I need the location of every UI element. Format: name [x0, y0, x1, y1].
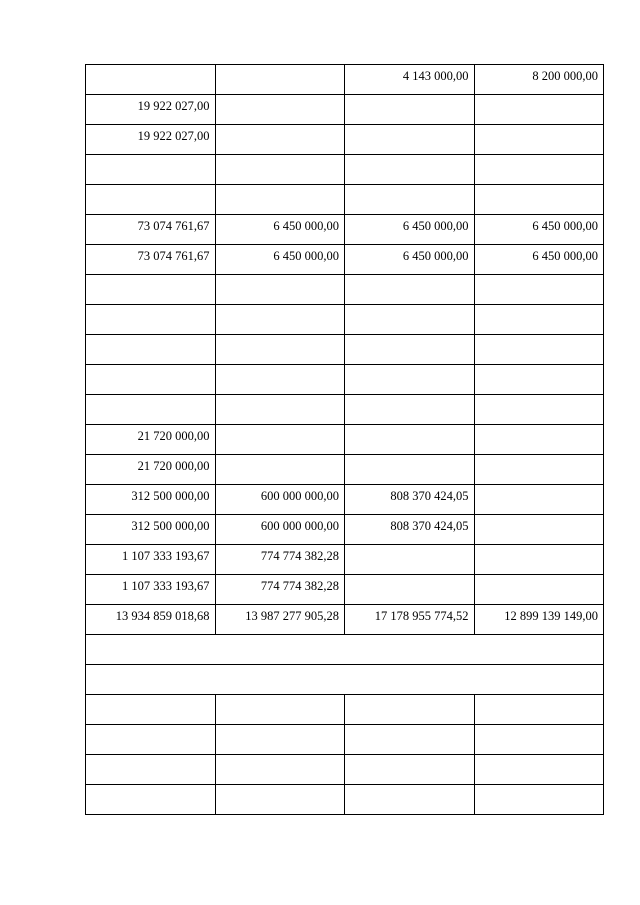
table-cell [215, 695, 345, 725]
table-cell-merged [86, 635, 604, 665]
table-row [86, 515, 604, 545]
table-cell: 13 987 277 905,28 [215, 605, 345, 635]
table-row [86, 185, 604, 215]
table-cell [215, 125, 345, 155]
table-cell [345, 755, 475, 785]
table-cell [215, 395, 345, 425]
table-row [86, 665, 604, 695]
table-row [86, 695, 604, 725]
table-cell: 600 000 000,00 [215, 485, 345, 515]
table-cell [215, 275, 345, 305]
table-cell [215, 425, 345, 455]
table-cell [474, 185, 604, 215]
table-cell: 17 178 955 774,52 [345, 605, 475, 635]
table-cell [215, 95, 345, 125]
table-row [86, 95, 604, 125]
table-row [86, 335, 604, 365]
table-row [86, 545, 604, 575]
table-cell [215, 185, 345, 215]
table-cell [345, 305, 475, 335]
table-cell [215, 155, 345, 185]
table-cell: 312 500 000,00 [86, 485, 216, 515]
table-cell [474, 275, 604, 305]
table-cell [215, 725, 345, 755]
table-cell: 21 720 000,00 [86, 455, 216, 485]
table-cell [474, 155, 604, 185]
table-cell [474, 575, 604, 605]
table-cell [474, 455, 604, 485]
table-cell [215, 305, 345, 335]
table-cell: 19 922 027,00 [86, 95, 216, 125]
table-cell: 73 074 761,67 [86, 245, 216, 275]
table-cell: 12 899 139 149,00 [474, 605, 604, 635]
table-cell [86, 365, 216, 395]
table-row [86, 575, 604, 605]
table-row [86, 155, 604, 185]
table-cell: 1 107 333 193,67 [86, 575, 216, 605]
table-cell [474, 695, 604, 725]
table-cell: 808 370 424,05 [345, 485, 475, 515]
table-cell [474, 485, 604, 515]
table-cell [86, 185, 216, 215]
table-cell [474, 365, 604, 395]
table-cell [86, 275, 216, 305]
table-cell [345, 275, 475, 305]
table-cell [86, 725, 216, 755]
table-row [86, 725, 604, 755]
table-cell [345, 365, 475, 395]
table-cell [215, 365, 345, 395]
table-cell-merged [86, 665, 604, 695]
table-cell [474, 785, 604, 815]
table-cell: 13 934 859 018,68 [86, 605, 216, 635]
table-row [86, 455, 604, 485]
table-cell [215, 755, 345, 785]
table-cell [345, 125, 475, 155]
table-cell: 6 450 000,00 [474, 245, 604, 275]
table-cell [86, 335, 216, 365]
table-cell: 6 450 000,00 [345, 215, 475, 245]
table-cell [474, 425, 604, 455]
table-cell [474, 755, 604, 785]
table-cell [474, 545, 604, 575]
table-row [86, 245, 604, 275]
table-cell [215, 335, 345, 365]
table-cell [345, 335, 475, 365]
table-cell: 8 200 000,00 [474, 65, 604, 95]
table-cell [474, 305, 604, 335]
table-cell [345, 785, 475, 815]
table-cell: 774 774 382,28 [215, 575, 345, 605]
table-cell [474, 95, 604, 125]
table-cell [215, 785, 345, 815]
table-row [86, 65, 604, 95]
table-row [86, 215, 604, 245]
table-row [86, 275, 604, 305]
table-cell [345, 455, 475, 485]
table-cell [345, 575, 475, 605]
table-row [86, 785, 604, 815]
table-cell [215, 65, 345, 95]
table-cell [86, 65, 216, 95]
table-row [86, 605, 604, 635]
table-row [86, 485, 604, 515]
table-cell: 1 107 333 193,67 [86, 545, 216, 575]
table-cell [474, 125, 604, 155]
table-row [86, 305, 604, 335]
table-cell: 312 500 000,00 [86, 515, 216, 545]
table-cell [86, 395, 216, 425]
table-cell: 808 370 424,05 [345, 515, 475, 545]
table-cell [345, 155, 475, 185]
table-cell [345, 725, 475, 755]
table-body [86, 65, 604, 815]
table-cell: 4 143 000,00 [345, 65, 475, 95]
table-cell [474, 395, 604, 425]
table-row [86, 365, 604, 395]
table-cell [345, 695, 475, 725]
table-cell [86, 155, 216, 185]
table-cell [215, 455, 345, 485]
table-cell [345, 185, 475, 215]
table-cell [86, 695, 216, 725]
table-row [86, 125, 604, 155]
table-cell: 21 720 000,00 [86, 425, 216, 455]
table-cell: 6 450 000,00 [474, 215, 604, 245]
table-cell [474, 335, 604, 365]
table-cell: 6 450 000,00 [345, 245, 475, 275]
table-cell [345, 395, 475, 425]
table-row [86, 755, 604, 785]
table-cell: 6 450 000,00 [215, 245, 345, 275]
table-cell: 73 074 761,67 [86, 215, 216, 245]
table-cell [345, 95, 475, 125]
financial-table [85, 64, 604, 815]
table-cell [86, 785, 216, 815]
table-cell: 6 450 000,00 [215, 215, 345, 245]
table-cell: 774 774 382,28 [215, 545, 345, 575]
table-cell [86, 305, 216, 335]
table-cell [86, 755, 216, 785]
table-cell [345, 545, 475, 575]
table-row [86, 635, 604, 665]
table-cell [474, 725, 604, 755]
table-cell [474, 515, 604, 545]
table-cell [345, 425, 475, 455]
table-row [86, 425, 604, 455]
table-cell: 600 000 000,00 [215, 515, 345, 545]
table-cell: 19 922 027,00 [86, 125, 216, 155]
table-row [86, 395, 604, 425]
